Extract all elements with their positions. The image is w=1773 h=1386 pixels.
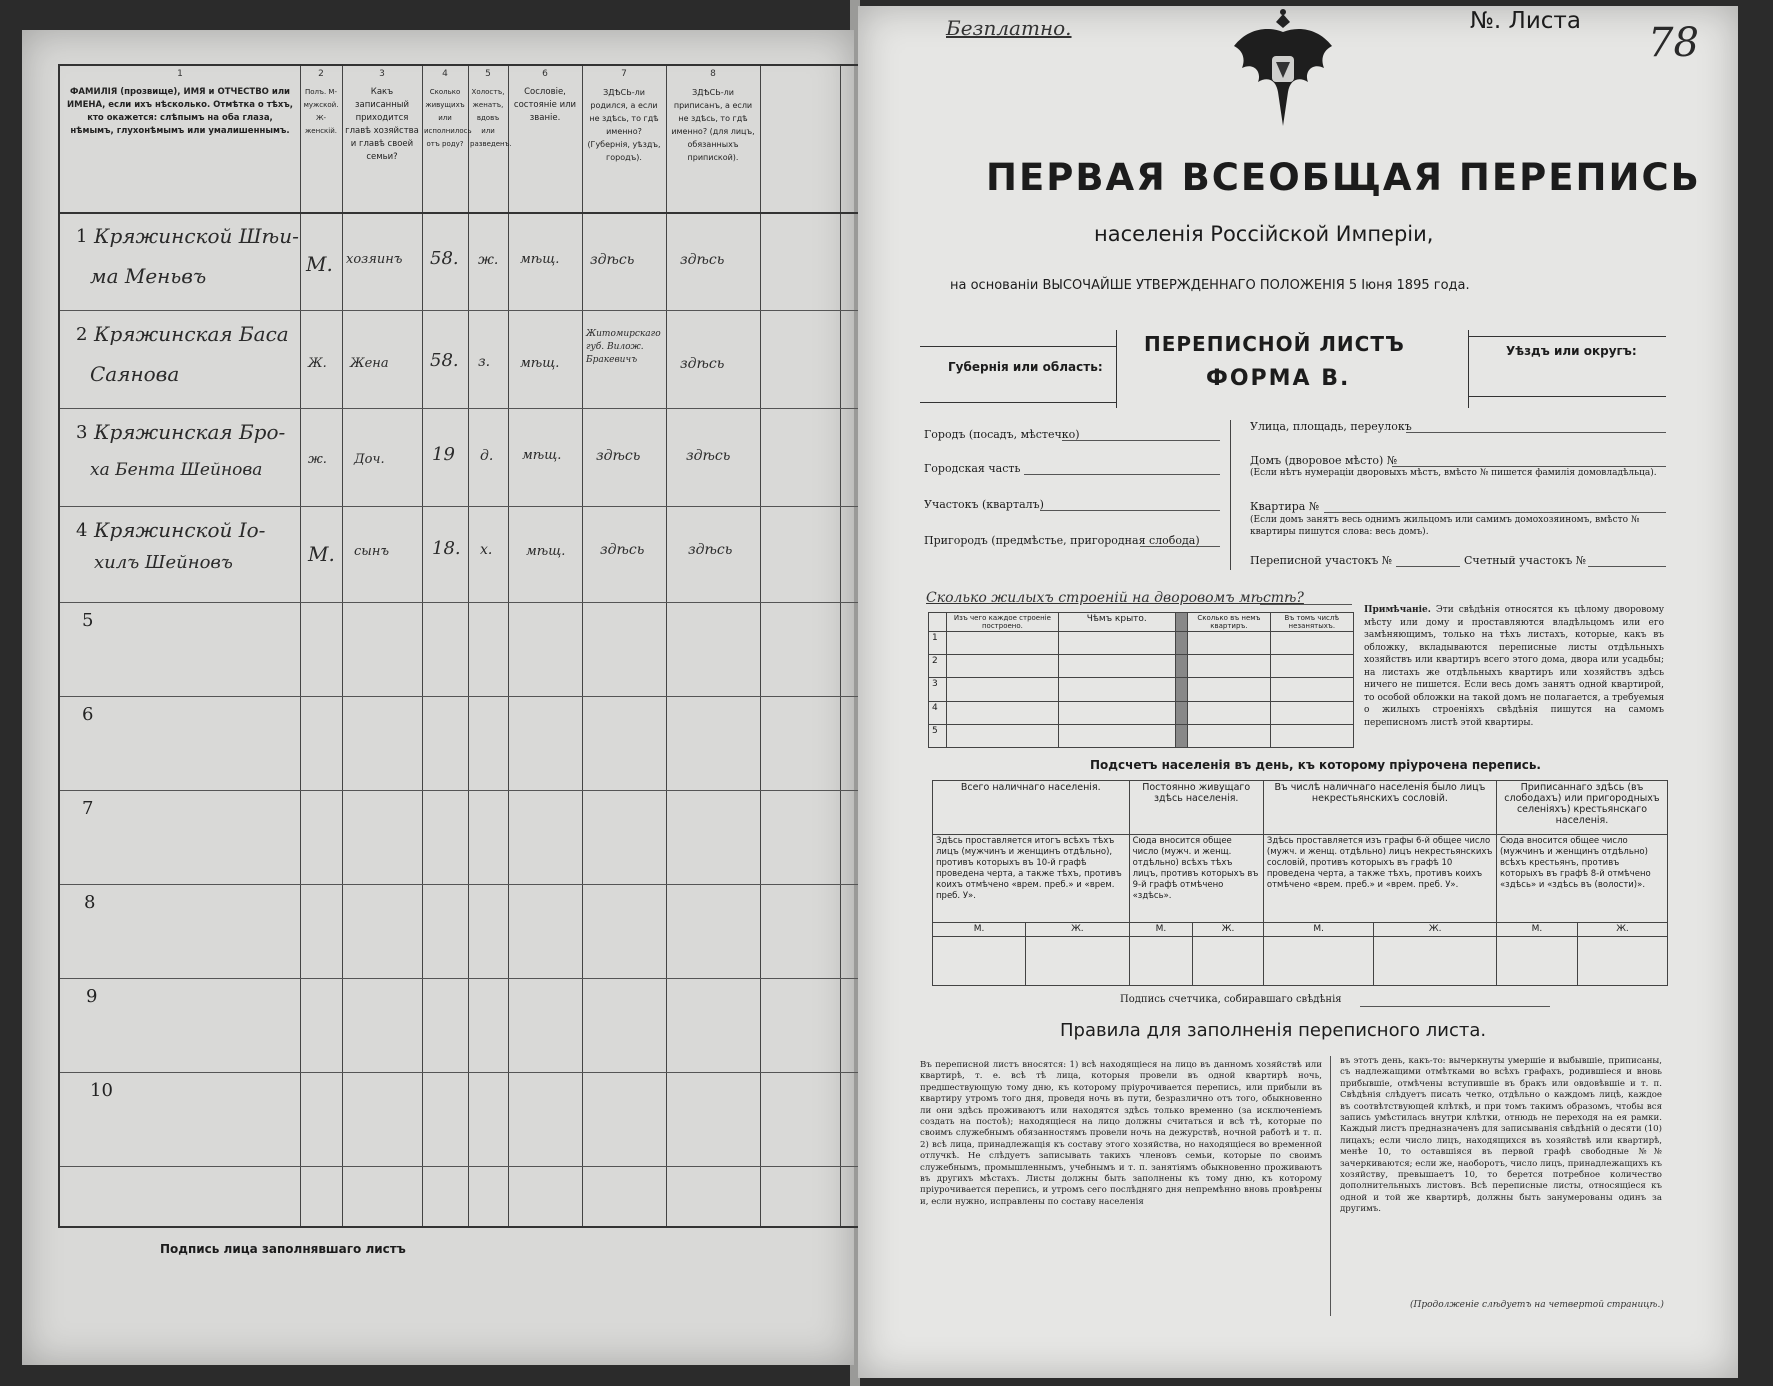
person-relation: Жена [350,356,389,371]
suburb-label: Пригородъ (предмѣстье, пригородная слобода) [924,534,1200,547]
buildings-col-flats: Сколько въ немъ квартиръ. [1188,613,1270,632]
col-num-2: 2 [318,69,324,79]
counter-signature-label: Подпись счетчика, собиравшаго свѣдѣнія [1120,994,1342,1005]
person-sex: М. [306,252,333,276]
building-row-num: 1 [929,632,947,655]
signature-label: Подпись лица заполнявшаго листъ [160,1242,406,1256]
person-age: 58. [430,350,459,371]
count-col-nonpeasant-head: Въ числѣ наличнаго населенія было лицъ некрестьянскихъ сословій. [1263,781,1496,835]
row-number: 1 [76,226,88,247]
row-number: 10 [90,1080,113,1101]
person-sex: М. [308,542,335,566]
m-label: М. [1129,923,1193,937]
house-note: (Если нѣтъ нумераціи дворовыхъ мѣстъ, вмѣсто № пишется фамилія домовладѣльца). [1250,468,1657,478]
row-number: 2 [76,324,88,345]
person-age: 19 [432,444,455,465]
uezd-label: Уѣздъ или округъ: [1506,344,1637,358]
house-label: Домъ (дворовое мѣсто) № [1250,454,1398,467]
gubernia-label: Губернія или область: [948,360,1103,374]
rules-right-column: въ этотъ день, какъ-то: вычеркнуты умершіе и выбывшіе, приписаны, съ надлежащими отмѣтками во всѣхъ графахъ, родившіеся и вновь прибывшіе, отмѣчены вступившіе въ бракъ или овдовѣвшіе и т. п. Свѣдѣнія слѣдуетъ писать четко, отдѣльно о каждомъ лицѣ, каждое въ соотвѣтствующей клѣткѣ, и при томъ такимъ образомъ, чтобы вся запись умѣстилась внутри клѣтки, отнюдь не переходя на ея рамки. Каждый листъ предназначенъ для записыванія свѣдѣній о десяти (10) лицахъ; если число лицъ, находящихся въ хозяйствѣ или квартирѣ, менѣе 10, то оставшіяся въ первой графѣ свободные №№ зачеркиваются; если же, наоборотъ, число лицъ, принадлежащихъ къ хозяйству, превышаетъ 10, то берется потребное количество дополнительныхъ листовъ. Всѣ переписные листы, относящіеся къ одной и той же квартирѣ, должны быть занумерованы одинъ за другимъ. [1340,1056,1662,1215]
col-num-6: 6 [542,69,548,79]
person-sex: Ж. [308,356,327,371]
flat-note: (Если домъ занятъ весь однимъ жильцомъ или самимъ домохозяиномъ, вмѣсто № квартиры пишутся слова: весь домъ). [1250,515,1640,537]
building-row-num: 2 [929,655,947,678]
row-number: 5 [82,610,94,631]
person-estate: мѣщ. [522,448,562,463]
col-num-1: 1 [177,69,183,79]
col-header-registration: ЗДѢСЬ-ли приписанъ, а если не здѣсь, то гдѣ именно? (для лицъ, обязанныхъ припиской). [671,88,755,162]
person-name-line2: ха Бента Шейнова [90,460,263,480]
city-label: Городъ (посадъ, мѣстечко) [924,428,1080,441]
col-header-name: ФАМИЛІЯ (прозвище), ИМЯ и ОТЧЕСТВО или ИМЕНА, если ихъ нѣсколько. Отмѣтка о тѣхъ, кто окажется: слѣпымъ на оба глаза, нѣмымъ, глухонѣмымъ или умалишеннымъ. [67,87,293,136]
m-label: М. [1263,923,1374,937]
person-sex: ж. [308,452,327,467]
col-num-5: 5 [485,69,491,79]
person-marital: х. [480,542,493,558]
count-col-peasant-head: Приписаннаго здѣсь (въ слободахъ) или пригородныхъ селеніяхъ) крестьянскаго населенія. [1496,781,1667,835]
person-birthplace: здѣсь [596,448,641,464]
col-header-estate: Сословіе, состояніе или званіе. [513,87,577,123]
form-header-box [920,332,1666,410]
col-num-3: 3 [379,69,385,79]
free-label: Безплатно. [946,16,1072,40]
person-registration: здѣсь [686,448,731,464]
count-col-peasant-body: Сюда вносится общее число (мужчинъ и женщинъ отдѣльно) всѣхъ крестьянъ, противъ которыхъ въ графѣ 8-й отмѣчено «здѣсь» и «здѣсь въ (волости)». [1496,835,1667,923]
count-title: Подсчетъ населенія въ день, къ которому пріурочена перепись. [1090,758,1541,772]
city-part-label: Городская часть [924,462,1021,475]
building-row-num: 5 [929,724,947,747]
rules-continue-note: (Продолженіе слѣдуетъ на четвертой страницѣ.) [1410,1300,1664,1310]
district-label: Участокъ (кварталъ) [924,498,1044,511]
census-basis: на основаніи ВЫСОЧАЙШЕ УТВЕРЖДЕННАГО ПОЛОЖЕНІЯ 5 Іюня 1895 года. [950,278,1470,293]
person-registration: здѣсь [680,252,725,268]
person-age: 58. [430,248,459,269]
person-relation: сынъ [354,544,390,559]
col-num-4: 4 [442,69,448,79]
count-district-label: Счетный участокъ № [1464,554,1587,567]
person-name-line1: Кряжинская Баса [94,322,289,346]
sheet-number-value: 78 [1648,20,1699,66]
building-row-num: 4 [929,701,947,724]
buildings-col-roof: Чѣмъ крыто. [1058,613,1175,632]
col-num-8: 8 [710,69,716,79]
count-col-nonpeasant-body: Здѣсь проставляется изъ графы 6-й общее число (мужч. и женщ. отдѣльно) лицъ некрестьянскихъ сословій, противъ которыхъ въ графѣ 10 проведена черта, а также тѣхъ, противъ коихъ отмѣчено «врем. преб.» и «врем. преб. У». [1263,835,1496,923]
person-name-line1: Кряжинской Шѣи- [94,224,299,248]
census-subtitle: населенія Россійской Имперіи, [1094,222,1434,246]
person-name-line2: ма Меньвъ [90,264,207,288]
row-number: 7 [82,798,94,819]
count-col-present-head: Всего наличнаго населенія. [933,781,1130,835]
col-header-relation: Какъ записанный приходится главѣ хозяйства и главѣ своей семьи? [345,87,419,162]
row-number: 8 [84,892,96,913]
row-number: 9 [86,986,98,1007]
person-birthplace: здѣсь [600,542,645,558]
census-title: ПЕРВАЯ ВСЕОБЩАЯ ПЕРЕПИСЬ [986,156,1701,199]
count-col-present-body: Здѣсь проставляется итогъ всѣхъ тѣхъ лицъ (мужчинъ и женщинъ отдѣльно), противъ которыхъ въ 10-й графѣ проведена черта, а также тѣхъ, противъ коихъ отмѣчено «врем. преб.» и «врем. преб. У». [933,835,1130,923]
m-label: М. [933,923,1026,937]
person-marital: д. [480,448,494,464]
population-count-table [932,780,1668,986]
imperial-eagle-emblem [1228,6,1338,132]
person-registration: здѣсь [688,542,733,558]
person-name-line2: хилъ Шейновъ [94,552,233,573]
form-title: ПЕРЕПИСНОЙ ЛИСТЪ [1144,332,1405,356]
rules-left-column: Въ переписной листъ вносятся: 1) всѣ находящіеся на лицо въ данномъ хозяйствѣ или квартирѣ, т. е. всѣ тѣ лица, которыя провели въ одной квартирѣ ночь, предшествующую тому дню, къ которому пріурочивается перепись, или прибыли въ квартиру утромъ того дня, проведя ночь въ пути, безразлично отъ того, обыкновенно ли они здѣсь проживаютъ или находятся здѣсь только временно (за исключеніемъ создать на постоѣ); находящіеся на лицо должны считаться и всѣ тѣ, которые по своимъ служебнымъ обязанностямъ провели ночь на дежурствѣ, ночной работѣ и т. п. 2) всѣ лица, принадлежащія къ составу этого хозяйства, но находящіеся во временной отлучкѣ. Не слѣдуетъ записывать такихъ членовъ семьи, которые по своимъ служебнымъ, промышленнымъ, учебнымъ и т. п. занятіямъ обыкновенно проживаютъ въ другихъ мѣстахъ. Листы должны быть заполнены къ тому дню, къ которому пріурочивается перепись, и утромъ сего послѣдняго дня непремѣнно вновь провѣрены и, если нужно, исправлены по составу населенія [920,1060,1322,1207]
person-estate: мѣщ. [526,544,566,559]
count-col-permanent-body: Сюда вносится общее число (мужч. и женщ. отдѣльно) всѣхъ тѣхъ лицъ, противъ которыхъ въ 9-й графѣ отмѣчено «здѣсь». [1129,835,1263,923]
person-estate: мѣщ. [520,252,560,267]
sheet-number-label: №. Листа [1470,8,1581,34]
person-estate: мѣщ. [520,356,560,371]
rules-title: Правила для заполненія переписного листа. [1060,1020,1487,1041]
count-col-permanent-head: Постоянно живущаго здѣсь населенія. [1129,781,1263,835]
census-district-label: Переписной участокъ № [1250,554,1393,567]
person-name-line1: Кряжинская Бро- [94,420,286,444]
note-text: Эти свѣдѣнія относятся къ цѣлому дворовому мѣсту или дому и проставляются владѣльцомъ или его замѣняющимъ, только на тѣхъ листахъ, которые, какъ въ обложку, вкладываются переписные листы отдѣльныхъ хозяйствъ или квартиръ всего этого дома, двора или усадьбы; на листахъ же отдѣльныхъ квартиръ или хозяйствъ здѣсь ничего не пишется. Если весь домъ занятъ одной квартирой, то особой обложки на такой домъ не полагается, а требуемыя о жилыхъ строеніяхъ свѣдѣнія пишутся на самомъ переписномъ листѣ этой квартиры. [1364,605,1664,728]
person-name-line2: Саянова [90,362,180,386]
zh-label: Ж. [1193,923,1264,937]
person-name-line1: Кряжинской Іо- [94,518,266,542]
person-registration: здѣсь [680,356,725,372]
col-header-age: Сколько живущихъ или исполнилось отъ роду? [424,88,472,148]
building-row-num: 3 [929,678,947,701]
col-num-7: 7 [621,69,627,79]
row-number: 6 [82,704,94,725]
zh-label: Ж. [1374,923,1497,937]
person-relation: Доч. [354,452,385,467]
buildings-col-material: Изъ чего каждое строеніе построено. [947,613,1058,632]
person-birthplace: Житомирскаго губ. Вилож. Бракевичъ [586,329,661,365]
zh-label: Ж. [1578,923,1668,937]
person-marital: ж. [478,252,499,268]
buildings-question: Сколько жилыхъ строеній на дворовомъ мѣстѣ? [926,590,1304,606]
street-label: Улица, площадь, переулокъ [1250,420,1412,433]
col-header-birthplace: ЗДѢСЬ-ли родился, а если не здѣсь, то гдѣ именно? (Губернія, уѣздъ, городъ). [587,88,661,162]
note-block [1364,604,1664,729]
zh-label: Ж. [1026,923,1129,937]
row-number: 3 [76,422,88,443]
col-header-marital: Холостъ, женатъ, вдовъ или разведенъ. [470,88,512,148]
person-birthplace: здѣсь [590,252,635,268]
buildings-col-vacant: Въ томъ числѣ незанятыхъ. [1270,613,1353,632]
form-subtitle: ФОРМА В. [1206,366,1351,391]
m-label: М. [1496,923,1577,937]
flat-label: Квартира № [1250,500,1320,513]
person-relation: хозяинъ [346,252,403,267]
person-marital: з. [478,354,491,370]
col-header-sex: Полъ. М-мужской. Ж-женскій. [303,88,339,135]
census-table [58,64,870,1228]
buildings-table [928,612,1354,748]
person-age: 18. [432,538,461,559]
row-number: 4 [76,520,88,541]
note-title: Примѣчаніе. [1364,605,1431,615]
